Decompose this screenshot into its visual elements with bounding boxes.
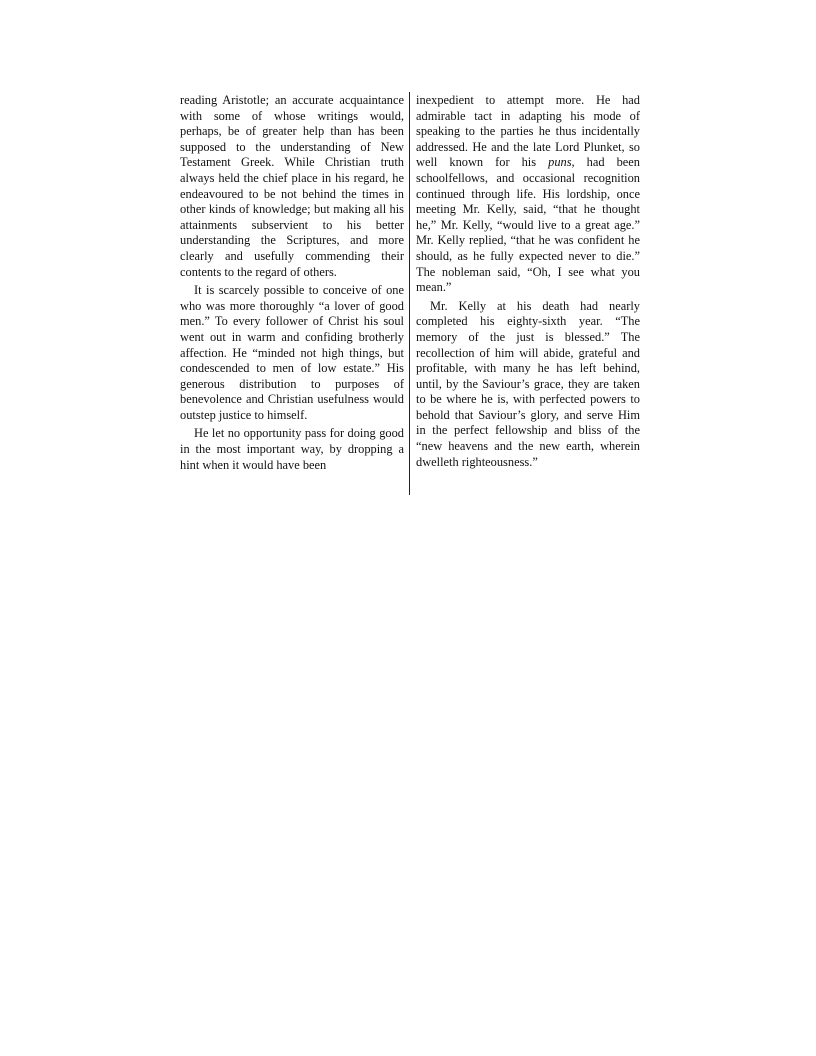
- right-paragraph-1-start: inexpedient to attempt more. He had admirable tact in adapting his mode of speaking to the parties he thus incidentally addressed. He and the late Lord Plunket, so well known for his: [416, 93, 640, 170]
- right-column: [416, 93, 640, 470]
- right-paragraph-1: [416, 93, 640, 296]
- left-paragraph-3: He let no opportunity pass for doing good in the most important way, by dropping a hint when it would have been: [180, 426, 404, 472]
- left-column: [180, 93, 404, 473]
- right-paragraph-2: Mr. Kelly at his death had nearly completed his eighty-sixth year. “The memory of the just is blessed.” The recollection of him will abide, grateful and profitable, with many he has left behind, until, by the Saviour’s grace, they are taken to be where he is, with perfected powers to behold that Saviour’s glory, and serve Him in the perfect fellowship and bliss of the “new heavens and the new earth, wherein dwelleth righteousness.”: [416, 298, 640, 469]
- right-paragraph-1-end: , had been schoolfellows, and occasional recognition continued through life. His lordship, once meeting Mr. Kelly, said, “that he thought he,” Mr. Kelly, “would live to a great age.” Mr. Kelly replied, “that he was confident he should, as he fully expected never to die.” The nobleman said, “Oh, I see what you mean.”: [416, 155, 640, 295]
- left-paragraph-2: It is scarcely possible to conceive of one who was more thoroughly “a lover of good men.” To every follower of Christ his soul went out in warm and confiding brotherly affection. He “minded not high things, but condescended to men of low estate.” His generous distribution to purposes of benevolence and Christian usefulness would outstep justice to himself.: [180, 283, 404, 422]
- column-divider: [409, 92, 410, 495]
- italic-word-puns: puns: [548, 155, 572, 170]
- left-paragraph-1: reading Aristotle; an accurate acquaintance with some of whose writings would, perhaps, be of greater help than has been supposed to the understanding of New Testament Greek. While Christian truth always held the chief place in his regard, he endeavoured to be not behind the times in other kinds of knowledge; but making all his attainments subservient to his better understanding the Scriptures, and more clearly and usefully commending their contents to the regard of others.: [180, 93, 404, 279]
